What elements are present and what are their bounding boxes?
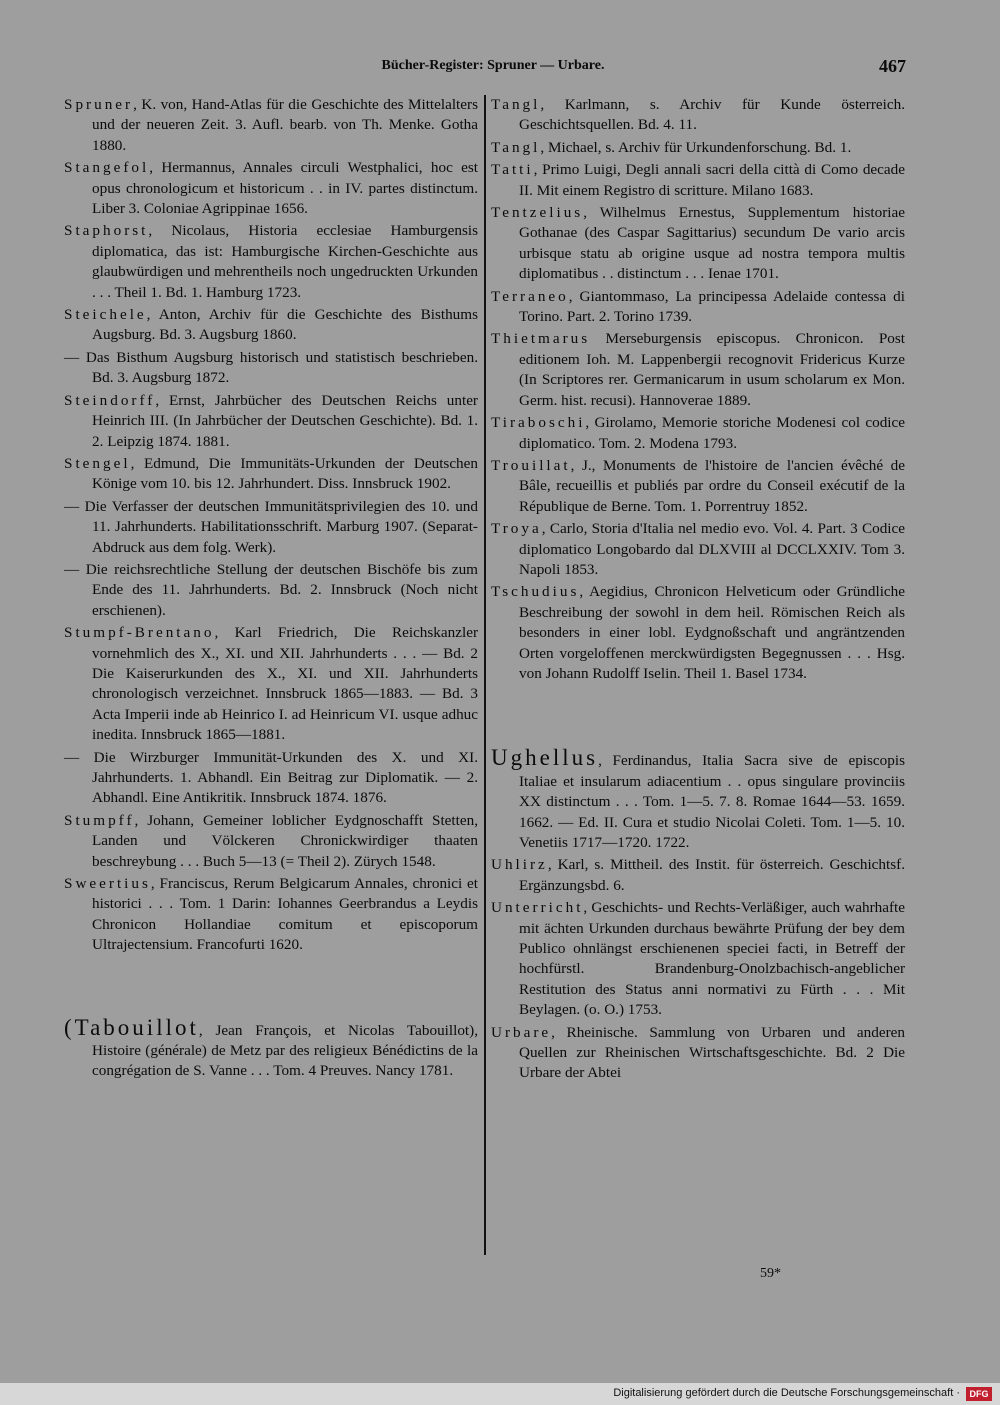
entry-text: , K. von, Hand-Atlas für die Geschichte des Mittelalters und der neueren Zeit. 3. Aufl. bearb. von Th. Menke. Gotha 1880. <box>92 96 478 154</box>
page-header <box>60 58 906 82</box>
bib-entry <box>491 287 905 328</box>
entry-text: , Ernst, Jahrbücher des Deutschen Reichs unter Heinrich III. (In Jahrbücher der Deutschen Geschichte). Bd. 1. 2. Leipzig 1874. 1881. <box>92 391 478 450</box>
bib-entry <box>491 898 905 1020</box>
bib-entry <box>491 138 905 158</box>
bib-entry <box>491 1023 905 1084</box>
running-head: Bücher-Register: Spruner — Urbare. <box>381 58 605 73</box>
bib-entry <box>64 1014 478 1082</box>
entry-author: Stumpff <box>64 811 135 829</box>
right-column <box>491 95 905 1086</box>
entry-text: , Primo Luigi, Degli annali sacri della città di Como decade II. Mit einem Registro di scritture. Milano 1683. <box>519 161 905 199</box>
bib-entry <box>64 560 478 621</box>
bib-entry <box>64 158 478 219</box>
entry-text: , Ferdinandus, Italia Sacra sive de episcopis Italiae et insularum adiacentium . . opus singulare provinciis XX distinctum . . . Tom. 1—5. 7. 8. Romae 1644—53. 1659. 1662. — Ed. II. Cura et studio Nicolai Coleti. Tom. 1—5. 10. Venetiis 1717—1720. 1722. <box>519 752 905 851</box>
entry-author: Steindorff <box>64 391 156 409</box>
entry-text: , Geschichts- und Rechts-Verläßiger, auch wahrhafte mit ächten Urkunden durchaus bewährte Prüfung der bey dem Publico ohnlängst erschienenen speciei facti, in Betreff der hochfürstl. Brandenburg-Onolzbachisch-angeblicher Restitution des Status anni normativi zu Fürth . . . Mit Beylagen. (o. O.) 1753. <box>519 899 905 1019</box>
entry-author: (Tabouillot <box>64 1014 199 1040</box>
column-divider <box>484 95 486 1255</box>
bib-entry <box>64 497 478 558</box>
entry-author: Spruner <box>64 96 134 113</box>
footer-credit: Digitalisierung gefördert durch die Deutsche Forschungsgemeinschaft · <box>613 1387 960 1399</box>
bib-entry <box>64 221 478 303</box>
entry-text: , Hermannus, Annales circuli Westphalici, hoc est opus chronologicum et historicum . . in IV. partes distinctum. Liber 3. Coloniae Agrippinae 1656. <box>92 159 478 218</box>
entry-text: , Franciscus, Rerum Belgicarum Annales, chronici et historici . . . Tom. 1 Darin: Iohannes Geerbrandus a Leydis Chronicon Hollandiae comitum et episcoporum Ultrajectensium. Francofurti 1620. <box>92 875 478 954</box>
entry-text: — Das Bisthum Augsburg historisch und statistisch beschrieben. Bd. 3. Augsburg 1872. <box>64 348 478 387</box>
bib-entry <box>64 623 478 745</box>
bib-entry <box>64 454 478 495</box>
entry-author: Unterricht <box>491 899 584 917</box>
entry-text: Merseburgensis episcopus. Chronicon. Post editionem Ioh. M. Lappenbergii recognovit Fridericus Kurze (In Scriptores rer. Germanicarum in usum scholarum ex Mon. Germ. hist. recusi). Hannoverae 1889. <box>519 330 905 409</box>
entry-author: Urbare <box>491 1023 552 1041</box>
bib-entry <box>491 329 905 411</box>
footer-bar <box>0 1383 1000 1405</box>
bib-entry <box>491 95 905 136</box>
entry-text: , Michael, s. Archiv für Urkundenforschung. Bd. 1. <box>540 138 852 156</box>
bib-entry <box>491 160 905 201</box>
page-number: 467 <box>879 56 906 76</box>
entry-author: Thietmarus <box>491 330 591 348</box>
entry-author: Ughellus <box>491 745 599 771</box>
left-column <box>64 95 478 1084</box>
bib-entry <box>491 203 905 285</box>
entry-author: Tentzelius <box>491 204 584 222</box>
entry-author: Staphorst <box>64 222 149 240</box>
entry-author: Stengel <box>64 454 131 472</box>
bib-entry <box>64 748 478 809</box>
entry-author: Steichele <box>64 306 147 324</box>
entry-author: Stumpf-Brentano <box>64 624 215 642</box>
entry-author: Terraneo <box>491 287 569 305</box>
entry-text: , J., Monuments de l'histoire de l'ancien évêché de Bâle, recueillis et publiés par ordre du Conseil exécutif de la République de Berne. Tom. 1. Porrentruy 1852. <box>519 456 905 515</box>
bib-entry <box>64 348 478 389</box>
entry-author: Tangl <box>491 138 541 156</box>
entry-text: — Die reichsrechtliche Stellung der deutschen Bischöfe bis zum Ende des 11. Jahrhunderts. Bd. 2. Innsbruck (Noch nicht erschienen). <box>64 560 478 619</box>
entry-text: , Karl Friedrich, Die Reichskanzler vornehmlich des X., XI. und XII. Jahrhunderts . . . — Bd. 2 Die Kaiserurkunden des X., XI. und XII. Jahrhunderts chronologisch verzeichnet. Innsbruck 1865—1883. — Bd. 3 Acta Imperii inde ab Heinrico I. ad Heinricum VI. usque adhuc inedita. Innsbruck 1865—1881. <box>92 624 478 744</box>
entry-text: , Aegidius, Chronicon Helveticum oder Gründliche Beschreibung der sowohl in dem heil. Römischen Reich als besonders in einer lobl. Eydgnoßschaft und angräntzenden Orten vorgeloffenen merckwürdigsten Begegnussen . . . Hsg. von Johann Rudolff Iselin. Theil 1. Basel 1734. <box>519 583 905 682</box>
entry-text: , Jean François, et Nicolas Tabouillot), Histoire (générale) de Metz par des religieux Bénédictins de la congrégation de S. Vanne . . . Tom. 4 Preuves. Nancy 1781. <box>92 1021 478 1080</box>
bib-entry <box>491 413 905 454</box>
entry-author: Troya <box>491 520 542 538</box>
bib-entry <box>491 456 905 517</box>
entry-text: — Die Wirzburger Immunität-Urkunden des X. und XI. Jahrhunderts. 1. Abhandl. Ein Beitrag zur Diplomatik. — 2. Abhandl. Eine Antikritik. Innsbruck 1874. 1876. <box>64 748 478 807</box>
entry-author: Tschudius <box>491 583 580 601</box>
signature-mark: 59* <box>760 1266 781 1281</box>
entry-text: , Johann, Gemeiner loblicher Eydgnoschafft Stetten, Landen und Völckeren Chronickwirdiger thaaten beschreybung . . . Buch 5—13 (= Theil 2). Zürych 1548. <box>92 811 478 870</box>
entry-text: , Edmund, Die Immunitäts-Urkunden der Deutschen Könige vom 10. bis 12. Jahrhundert. Diss. Innsbruck 1902. <box>92 454 478 493</box>
entry-author: Trouillat <box>491 456 571 474</box>
entry-author: Uhlirz <box>491 856 548 874</box>
bib-entry <box>491 855 905 896</box>
bib-entry <box>491 745 905 853</box>
entry-text: — Die Verfasser der deutschen Immunitätsprivilegien des 10. und 11. Jahrhunderts. Habilitationsschrift. Marburg 1907. (Separat-Abdruck aus dem folg. Werk). <box>64 497 478 556</box>
bib-entry <box>491 519 905 580</box>
dfg-logo-icon: DFG <box>966 1387 992 1401</box>
entry-text: , Giantommaso, La principessa Adelaide contessa di Torino. Part. 2. Torino 1739. <box>519 287 905 326</box>
entry-text: , Anton, Archiv für die Geschichte des Bisthums Augsburg. Bd. 3. Augsburg 1860. <box>92 306 478 344</box>
bib-entry <box>64 391 478 452</box>
bib-entry <box>64 811 478 872</box>
entry-author: Sweertius <box>64 875 151 893</box>
entry-text: , Carlo, Storia d'Italia nel medio evo. Vol. 4. Part. 3 Codice diplomatico Longobardo dal DLXVIII al DCCLXXIV. Tom 3. Napoli 1853. <box>519 520 905 578</box>
entry-text: , Karlmann, s. Archiv für Kunde österreich. Geschichtsquellen. Bd. 4. 11. <box>519 96 905 134</box>
bib-entry <box>64 874 478 956</box>
entry-text: , Rheinische. Sammlung von Urbaren und anderen Quellen zur Rheinischen Wirtschaftsgeschichte. Bd. 2 Die Urbare der Abtei <box>519 1023 905 1082</box>
entry-text: , Karl, s. Mittheil. des Instit. für österreich. Geschichtsf. Ergänzungsbd. 6. <box>519 856 905 894</box>
entry-text: , Nicolaus, Historia ecclesiae Hamburgensis diplomatica, das ist: Hamburgische Kirchen-Geschichte aus glaubwürdigen und mehrentheils noch ungedruckten Urkunden . . . Theil 1. Bd. 1. Hamburg 1723. <box>92 222 478 301</box>
entry-text: , Girolamo, Memorie storiche Modenesi col codice diplomatico. Tom. 2. Modena 1793. <box>519 414 905 452</box>
entry-author: Tatti <box>491 161 534 179</box>
bib-entry <box>64 95 478 156</box>
bib-entry <box>491 582 905 684</box>
section-gap <box>491 686 905 748</box>
entry-text: , Wilhelmus Ernestus, Supplementum historiae Gothanae (des Caspar Sagittarius) secundum De vario arcis urbisque statu ab origine usque ad nostra tempora multis diplomatibus . . distinctum . . . Ienae 1701. <box>519 204 905 283</box>
entry-author: Stangefol <box>64 159 150 177</box>
bib-entry <box>64 305 478 346</box>
entry-author: Tangl <box>491 96 541 113</box>
section-gap <box>64 958 478 1018</box>
entry-author: Tiraboschi <box>491 414 586 432</box>
